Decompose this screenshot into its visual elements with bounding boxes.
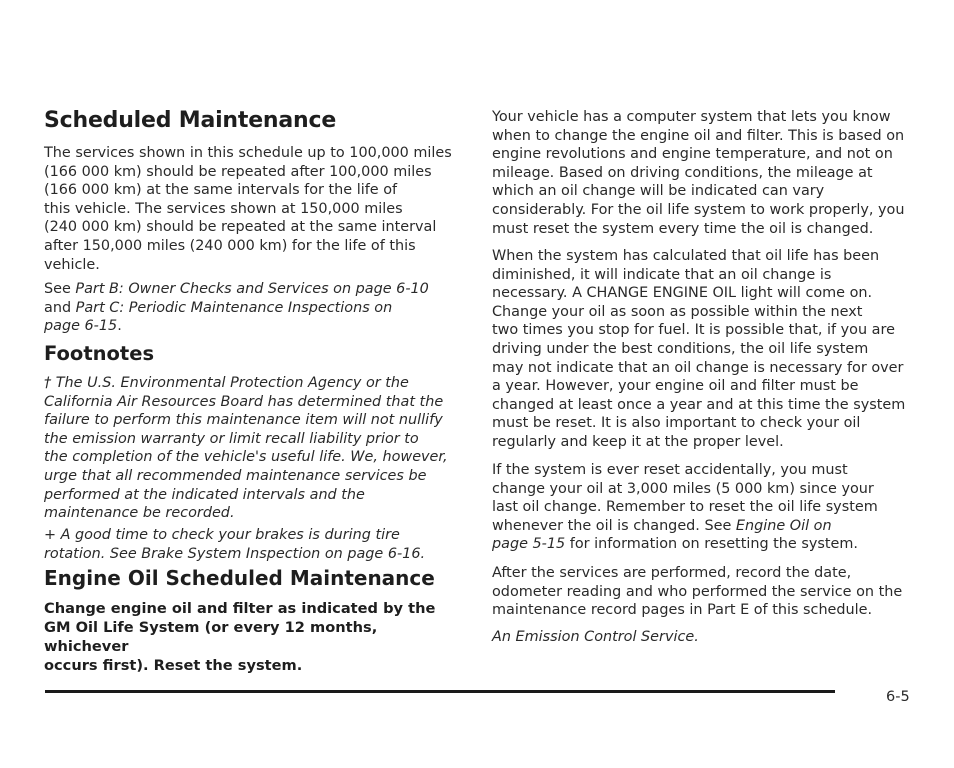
intro-line: (166 000 km) at the same intervals for the life of [44, 182, 398, 199]
page-number: 6-5 [886, 689, 910, 705]
body-line: Your vehicle has a computer system that lets you know [492, 109, 891, 125]
body-line: which an oil change will be indicated can vary [492, 183, 825, 200]
see-ref-owner-checks: Part B: Owner Checks and Services on page 6-10 [75, 281, 429, 297]
body-line: a year. However, your engine oil and filter must be [492, 378, 859, 395]
footnote-line: the completion of the vehicle's useful life. We, however, [44, 449, 448, 466]
engine-oil-instruction [44, 599, 464, 675]
footnote-line: + A good time to check your brakes is during tire [44, 527, 400, 543]
engine-oil-reference: Engine Oil on [735, 517, 832, 534]
instruction-line: Change engine oil and filter as indicated by the [44, 600, 436, 617]
footnotes-heading: Footnotes [44, 342, 155, 365]
oil-life-paragraph [492, 247, 912, 452]
footnote-line: the emission warranty or limit recall liability prior to [44, 430, 419, 447]
instruction-line: occurs first). Reset the system. [44, 657, 303, 674]
body-line: mileage. Based on driving conditions, the mileage at [492, 164, 873, 181]
see-line-3: page 6-15. [44, 318, 122, 335]
body-line: After the services are performed, record the date, [492, 565, 852, 581]
intro-line: (240 000 km) should be repeated at the same interval [44, 219, 437, 236]
instruction-line: GM Oil Life System (or every 12 months, whichever [44, 619, 378, 655]
emission-note [492, 628, 912, 647]
footnote-line: California Air Resources Board has determined that the [44, 393, 444, 410]
engine-oil-heading: Engine Oil Scheduled Maintenance [44, 566, 435, 590]
see-paragraph [44, 280, 464, 336]
body-line: Change your oil as soon as possible within the next [492, 303, 863, 320]
body-line: driving under the best conditions, the oil life system [492, 340, 869, 357]
see-line-1: See Part B: Owner Checks and Services on page 6-10 [44, 281, 429, 297]
intro-paragraph [44, 144, 464, 274]
footnote-line: urge that all recommended maintenance services be [44, 467, 427, 484]
body-line: two times you stop for fuel. It is possible that, if you are [492, 322, 895, 339]
body-line: necessary. A CHANGE ENGINE OIL light will come on. [492, 285, 873, 302]
footnote-line: performed at the indicated intervals and the [44, 486, 365, 503]
body-line: page 5-15 for information on resetting the system. [492, 536, 858, 553]
body-line: diminished, it will indicate that an oil change is [492, 266, 832, 283]
body-line: must reset the system every time the oil is changed. [492, 220, 874, 237]
intro-line: (166 000 km) should be repeated after 100,000 miles [44, 163, 432, 180]
scheduled-maintenance-heading: Scheduled Maintenance [44, 108, 337, 133]
footnote-brakes [44, 526, 464, 563]
body-line: last oil change. Remember to reset the oil life system [492, 499, 878, 516]
footnote-epa [44, 374, 464, 523]
body-line: change your oil at 3,000 miles (5 000 km) since your [492, 480, 874, 497]
body-line: If the system is ever reset accidentally, you must [492, 462, 848, 478]
footnote-line: † The U.S. Environmental Protection Agency or the [44, 375, 409, 391]
footnote-line: maintenance be recorded. [44, 505, 235, 522]
footnote-line: rotation. See Brake System Inspection on page 6-16. [44, 545, 426, 562]
body-line: changed at least once a year and at this time the system [492, 396, 906, 413]
body-line: must be reset. It is also important to check your oil [492, 415, 861, 432]
body-line: maintenance record pages in Part E of this schedule. [492, 602, 873, 619]
reset-paragraph [492, 461, 912, 554]
record-paragraph [492, 564, 912, 620]
oil-system-paragraph [492, 108, 912, 238]
footer-rule [45, 690, 835, 693]
intro-line: The services shown in this schedule up to 100,000 miles [44, 145, 452, 161]
body-line: whenever the oil is changed. See Engine Oil on [492, 517, 832, 534]
intro-line: after 150,000 miles (240 000 km) for the life of this [44, 237, 416, 254]
body-line: odometer reading and who performed the service on the [492, 583, 903, 600]
body-line: When the system has calculated that oil life has been [492, 248, 880, 264]
body-line: may not indicate that an oil change is necessary for over [492, 359, 904, 376]
body-line: when to change the engine oil and filter. This is based on [492, 127, 905, 144]
intro-line: this vehicle. The services shown at 150,000 miles [44, 200, 403, 217]
see-ref-periodic-inspections: Part C: Periodic Maintenance Inspections on [75, 299, 393, 316]
intro-line: vehicle. [44, 256, 100, 273]
emission-control-note: An Emission Control Service. [492, 629, 699, 645]
body-line: considerably. For the oil life system to work properly, you [492, 201, 905, 218]
see-line-2: and Part C: Periodic Maintenance Inspections on [44, 299, 393, 316]
footnote-line: failure to perform this maintenance item will not nullify [44, 412, 443, 429]
body-line: regularly and keep it at the proper level. [492, 433, 784, 450]
body-line: engine revolutions and engine temperature, and not on [492, 146, 893, 163]
